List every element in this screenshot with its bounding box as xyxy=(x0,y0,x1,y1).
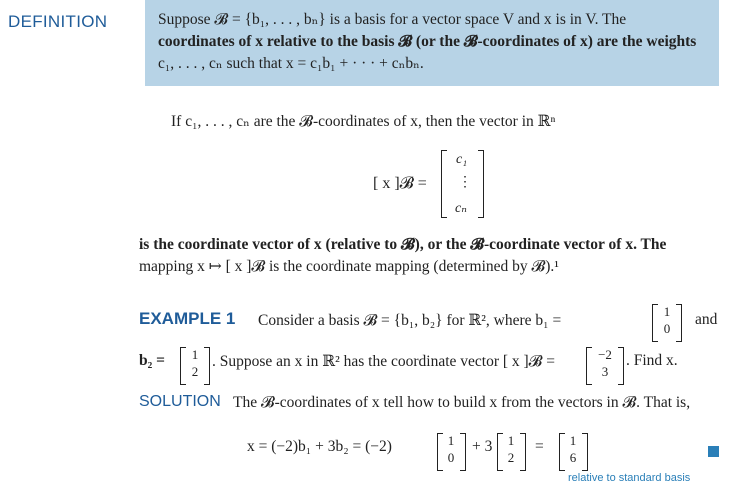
definition-line-3: c₁, . . . , cₙ such that x = c₁b₁ + · · · + cₙbₙ. xyxy=(158,55,424,72)
b1-entry-1: 1 xyxy=(663,304,671,319)
example-label: EXAMPLE 1 xyxy=(139,309,236,328)
b2-left-bracket xyxy=(180,347,186,385)
paragraph-2 xyxy=(139,234,721,278)
b2-right-bracket xyxy=(204,347,210,385)
example-line-1: Consider a basis 𝓑 = {b₁, b₂} for ℝ², where b₁ = xyxy=(258,312,562,329)
result-entry-2: 6 xyxy=(569,450,577,465)
right-bracket xyxy=(478,150,484,218)
solution-plus-3: + 3 xyxy=(472,438,493,455)
caption-text: relative to standard basis xyxy=(568,472,691,484)
definition-line-2: coordinates of x relative to the basis 𝓑 (or the 𝓑-coordinates of x) are the weights xyxy=(158,33,697,50)
b2-entry-1: 1 xyxy=(191,347,199,362)
result-right-bracket xyxy=(582,433,588,471)
result-left-bracket xyxy=(559,433,565,471)
and-text: and xyxy=(695,311,718,328)
paragraph-2-line-1: is the coordinate vector of x (relative to 𝓑), or the 𝓑-coordinate vector of x. The xyxy=(139,236,667,253)
v1-left-bracket xyxy=(437,433,443,471)
v2-entry-2: 2 xyxy=(507,450,515,465)
solution-equals: = xyxy=(535,438,544,455)
b1-left-bracket xyxy=(652,304,658,342)
vector-entry-c1: c₁ xyxy=(456,152,468,167)
example-line-2-mid: . Suppose an x in ℝ² has the coordinate vector [ x ]𝓑 = xyxy=(212,353,555,370)
definition-label: DEFINITION xyxy=(8,12,108,31)
v1-entry-1: 1 xyxy=(447,433,455,448)
end-of-solution-square xyxy=(708,446,719,457)
vector-entry-dots: ⋮ xyxy=(458,175,472,190)
solution-label: SOLUTION xyxy=(139,393,221,410)
b1-right-bracket xyxy=(676,304,682,342)
v2-left-bracket xyxy=(497,433,503,471)
paragraph-1: If c₁, . . . , cₙ are the 𝓑-coordinates of x, then the vector in ℝⁿ xyxy=(171,113,556,130)
b2-label: b₂ = xyxy=(139,352,165,369)
vector-entry-cn: cₙ xyxy=(455,201,467,216)
coord-right-bracket xyxy=(618,347,624,385)
v1-right-bracket xyxy=(460,433,466,471)
example-line-2-end: . Find x. xyxy=(626,352,678,369)
example-line-2 xyxy=(139,352,165,370)
left-bracket xyxy=(441,150,447,218)
b1-entry-2: 0 xyxy=(663,321,671,336)
definition-line-1: Suppose 𝓑 = {b₁, . . . , bₙ} is a basis for a vector space V and x is in V. The xyxy=(158,11,627,28)
b2-entry-2: 2 xyxy=(191,364,199,379)
v1-entry-2: 0 xyxy=(447,450,455,465)
coord-left-bracket xyxy=(586,347,592,385)
v2-right-bracket xyxy=(520,433,526,471)
solution-equation-left: x = (−2)b₁ + 3b₂ = (−2) xyxy=(247,438,392,455)
coord-vector-label: [ x ]𝓑 = xyxy=(373,175,427,192)
coord-entry-1: −2 xyxy=(598,347,612,362)
definition-text xyxy=(158,9,710,75)
result-entry-1: 1 xyxy=(569,433,577,448)
solution-text: The 𝓑-coordinates of x tell how to build x from the vectors in 𝓑. That is, xyxy=(233,394,691,411)
coord-entry-2: 3 xyxy=(601,364,609,379)
v2-entry-1: 1 xyxy=(507,433,515,448)
paragraph-2-line-2: mapping x ↦ [ x ]𝓑 is the coordinate mapping (determined by 𝓑).¹ xyxy=(139,258,559,275)
